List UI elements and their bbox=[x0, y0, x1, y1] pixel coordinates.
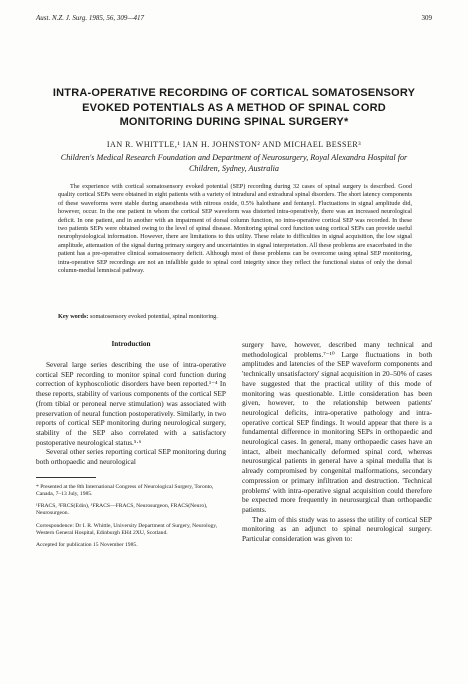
body-paragraph: Several other series reporting cortical SEP monitoring during both orthopaedic and neurological bbox=[36, 447, 226, 467]
title-line: MONITORING DURING SPINAL SURGERY* bbox=[119, 116, 349, 128]
article-title bbox=[30, 86, 438, 130]
footnote: Accepted for publication 15 November 1985. bbox=[36, 541, 138, 548]
running-head: Aust. N.Z. J. Surg. 1985, 56, 309—417 bbox=[36, 14, 145, 22]
right-column bbox=[242, 340, 432, 544]
keywords-text: somatosensory evoked potential, spinal monitoring. bbox=[89, 313, 218, 320]
author-list: IAN R. WHITTLE,¹ IAN H. JOHNSTON² AND MICHAEL BESSER³ bbox=[106, 140, 362, 149]
footnote: * Presented at the 8th International Congress of Neurological Surgery, Toronto, Canada, 7–13 July, 1985. bbox=[36, 483, 214, 497]
affiliation-line: Children, Sydney, Australia bbox=[188, 164, 280, 173]
keywords-label: Key words: bbox=[58, 313, 89, 320]
abstract: The experience with cortical somatosensory evoked potential (SEP) recording during 32 cases of spinal surgery is described. Good quality cortical SEPs were obtained in eight patients with a variety of intradural and extradural spinal disorders. The short latency components of these waveforms were stable during anaesthesia with nitrous oxide, 0.5% halothane and fentanyl. Fluctuations in signal amplitude did, however, occur. In the one patient in whom the cortical SEP waveform was distorted intra-operatively, there was an increased neurological deficit. In one patient, and in another with an impairment of dorsal column function, no intra-operative cortical SEP was recorded. In these two patients SEPs were obtained owing to the level of spinal disease. Monitoring spinal cord function using cortical SEPs can provide useful neurophysiological information. However, there are limitations to this utility. These relate to difficulties in signal acquisition, the low signal amplitude, attenuation of the signal during primary surgery and uncertainties in signal interpretation. All these problems are exacerbated in the patient has a pre-operative clinical somatosensory deficit. Although most of these problems can be overcome using spinal SEP monitoring, intra-operative SEP recordings are not an infallible guide to spinal cord integrity since they reflect the functional status of only the dorsal column-medial lemniscal pathway. bbox=[58, 183, 412, 275]
section-heading-introduction: Introduction bbox=[111, 340, 151, 348]
footnote-divider bbox=[36, 477, 96, 478]
title-line: INTRA-OPERATIVE RECORDING OF CORTICAL SOMATOSENSORY bbox=[52, 87, 416, 99]
affiliation-line: Children's Medical Research Foundation and Department of Neurosurgery, Royal Alexandra Hospital for bbox=[60, 153, 408, 162]
body-paragraph: Several large series describing the use of intra-operative cortical SEP recording to monitor spinal cord function during correction of kyphoscoliotic disorders have been reported.¹⁻⁴ In these reports, stability of various components of the cortical SEP (from tibial or peroneal nerve stimulation) was associated with preservation of neural function postoperatively. Similarly, in two reports of cortical SEP monitoring during neurological surgery, stability of the SEP also correlated with a satisfactory postoperative neurological status.⁵·⁶ bbox=[36, 360, 226, 447]
affiliation bbox=[44, 152, 424, 174]
body-paragraph: The aim of this study was to assess the utility of cortical SEP monitoring as an adjunct to spinal neurological surgery. Particular consideration was given to: bbox=[242, 514, 432, 544]
footnote: Correspondence: Dr I. R. Whittle, University Department of Surgery, Neurology, Western General Hospital, Edinburgh EH4 2XU, Scotland. bbox=[36, 522, 218, 536]
keywords bbox=[58, 313, 412, 320]
footnote: ¹FRACS, ²FRCS(Edin), ³FRACS—FRACS, Neurosurgeon, FRACS(Neuro), Neurosurgeon. bbox=[36, 503, 208, 517]
page-number: 309 bbox=[421, 14, 432, 22]
body-paragraph: surgery have, however, described many technical and methodological problems.⁷⁻¹⁰ Large fluctuations in both amplitudes and latencies of the SEP waveform components and 'technically unsatisfactory' signal acquisition in 20–50% of cases have suggested that the practical utility of this mode of monitoring was questionable. Little consideration has been given, however, to the relationship between patients' neurological deficits, intra-operative pathology and intra-operative cortical SEP findings. It would appear that there is a fundamental difference in monitoring SEPs in orthopaedic and neurological cases. In general, many orthopaedic cases have an intact, albeit mechanically deformed spinal cord, whereas neurosurgical patients in general have a spinal medulla that is already compromised by congenital malformations, secondary compression or primary infiltration and destruction. 'Technical problems' with intra-operative signal acquisition could therefore be expected more frequently in neurosurgical than orthopaedic patients. bbox=[242, 340, 432, 514]
title-line: EVOKED POTENTIALS AS A METHOD OF SPINAL CORD bbox=[82, 101, 386, 114]
left-column bbox=[36, 340, 226, 554]
